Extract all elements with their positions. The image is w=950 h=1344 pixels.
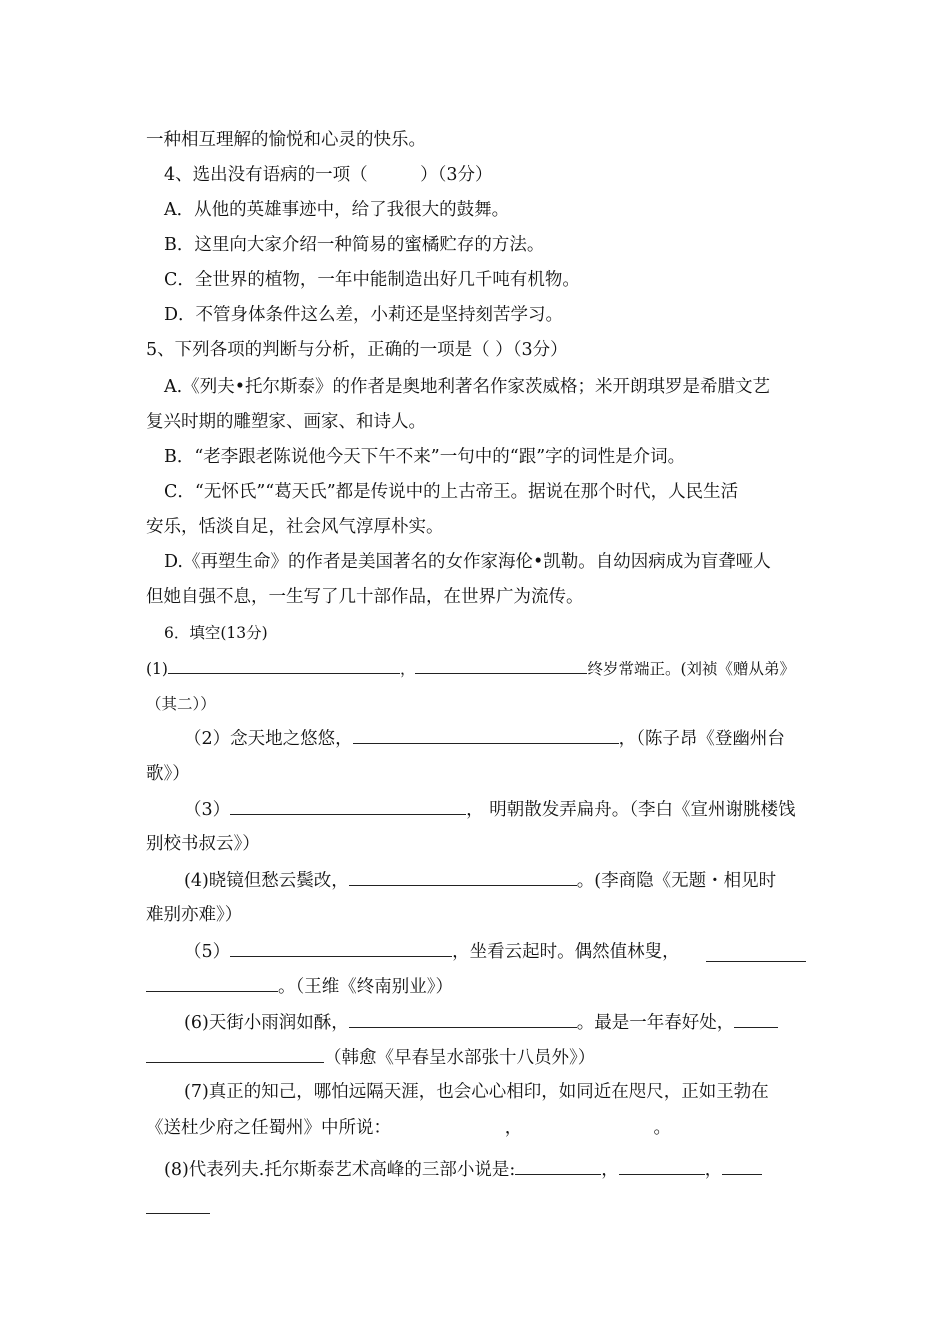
question-4: 4、选出没有语病的一项（ ）（3分） bbox=[164, 165, 493, 185]
fill-2-cont: 歌》） bbox=[146, 764, 190, 784]
fill-4-cont: 难别亦难》） bbox=[146, 905, 243, 925]
blank-line[interactable] bbox=[146, 1196, 210, 1214]
fill-5-text: ，坐看云起时。偶然值林叟， bbox=[452, 942, 680, 962]
blank-line[interactable] bbox=[734, 1010, 778, 1028]
fill-8-text: (8)代表列夫.托尔斯泰艺术高峰的三部小说是: bbox=[164, 1160, 516, 1180]
fill-6 bbox=[184, 1010, 778, 1035]
question-5-option-d: D.《再塑生命》的作者是美国著名的女作家海伦•凯勒。自幼因病成为盲聋哑人 bbox=[164, 552, 771, 572]
question-5-option-a-cont: 复兴时期的雕塑家、画家、和诗人。 bbox=[146, 412, 426, 432]
fill-7: (7)真正的知己，哪怕远隔天涯，也会心心相印，如同近在咫尺，正如王勃在 bbox=[184, 1082, 769, 1102]
question-5: 5、下列各项的判断与分析，正确的一项是（ ）（3分） bbox=[146, 340, 568, 360]
fill-6-text-2: 。最是一年春好处， bbox=[576, 1013, 735, 1033]
blank-line[interactable] bbox=[146, 1045, 324, 1063]
text-line: 一种相互理解的愉悦和心灵的快乐。 bbox=[146, 130, 426, 150]
fill-4-source: 。(李商隐《无题・相见时 bbox=[576, 871, 777, 891]
question-5-option-c: C．“无怀氏”“葛天氏”都是传说中的上古帝王。据说在那个时代，人民生活 bbox=[164, 482, 739, 502]
fill-1-label: (1) bbox=[146, 660, 168, 678]
fill-3-cont: 别校书叔云》） bbox=[146, 834, 260, 854]
blank-line[interactable] bbox=[230, 797, 466, 815]
question-5-option-d-cont: 但她自强不息，一生写了几十部作品，在世界广为流传。 bbox=[146, 587, 584, 607]
blank-line[interactable] bbox=[230, 939, 452, 957]
fill-5-cont bbox=[146, 974, 453, 999]
blank-line[interactable] bbox=[353, 726, 619, 744]
fill-6-text: (6)天街小雨润如酥， bbox=[184, 1013, 349, 1033]
fill-2-source: ，（陈子昂《登幽州台 bbox=[618, 729, 785, 749]
fill-6-cont bbox=[146, 1045, 595, 1070]
comma: ， bbox=[601, 1160, 619, 1180]
question-6: 6．填空(13分) bbox=[164, 624, 268, 642]
fill-5-label: （5） bbox=[184, 942, 231, 962]
fill-7-cont: 《送杜少府之任蜀州》中所说： ， 。 bbox=[146, 1118, 671, 1138]
fill-6-source: （韩愈《早春呈水部张十八员外》） bbox=[324, 1048, 596, 1068]
question-5-option-b: B．“老李跟老陈说他今天下午不来”一句中的“跟”字的词性是介词。 bbox=[164, 447, 686, 467]
blank-line[interactable] bbox=[168, 656, 400, 674]
fill-4 bbox=[184, 868, 776, 893]
blank-line[interactable] bbox=[349, 868, 577, 886]
blank-line[interactable] bbox=[515, 1157, 601, 1175]
question-4-option-b: B．这里向大家介绍一种简易的蜜橘贮存的方法。 bbox=[164, 235, 545, 255]
fill-3-label: （3） bbox=[184, 800, 231, 820]
fill-4-text: (4)晓镜但愁云鬓改， bbox=[184, 871, 349, 891]
question-4-option-c: C．全世界的植物，一年中能制造出好几千吨有机物。 bbox=[164, 270, 580, 290]
comma: ， bbox=[704, 1160, 723, 1180]
fill-2-text: （2）念天地之悠悠， bbox=[184, 729, 353, 749]
fill-1-cont: （其二）） bbox=[146, 695, 216, 713]
fill-5 bbox=[184, 939, 680, 964]
blank-line[interactable] bbox=[415, 656, 587, 674]
blank-line[interactable] bbox=[146, 974, 278, 992]
fill-1 bbox=[146, 656, 795, 681]
fill-3 bbox=[184, 797, 795, 822]
question-5-option-a: A.《列夫•托尔斯泰》的作者是奥地利著名作家茨威格；米开朗琪罗是希腊文艺 bbox=[164, 377, 771, 397]
blank-line[interactable] bbox=[706, 944, 806, 962]
comma: ， bbox=[399, 660, 416, 678]
fill-2 bbox=[184, 726, 785, 751]
blank-line[interactable] bbox=[722, 1157, 762, 1175]
question-4-option-a: A．从他的英雄事迹中，给了我很大的鼓舞。 bbox=[164, 200, 510, 220]
blank-line[interactable] bbox=[349, 1010, 577, 1028]
fill-5-source: 。（王维《终南别业》） bbox=[278, 977, 453, 997]
question-4-option-d: D．不管身体条件这么差，小莉还是坚持刻苦学习。 bbox=[164, 305, 564, 325]
blank-line[interactable] bbox=[619, 1157, 705, 1175]
fill-3-text: ， 明朝散发弄扁舟。（李白《宣州谢朓楼饯 bbox=[466, 800, 796, 820]
fill-8 bbox=[164, 1157, 762, 1182]
question-5-option-c-cont: 安乐，恬淡自足，社会风气淳厚朴实。 bbox=[146, 517, 444, 537]
fill-1-text: 终岁常端正。(刘祯《赠从弟》 bbox=[587, 660, 796, 678]
